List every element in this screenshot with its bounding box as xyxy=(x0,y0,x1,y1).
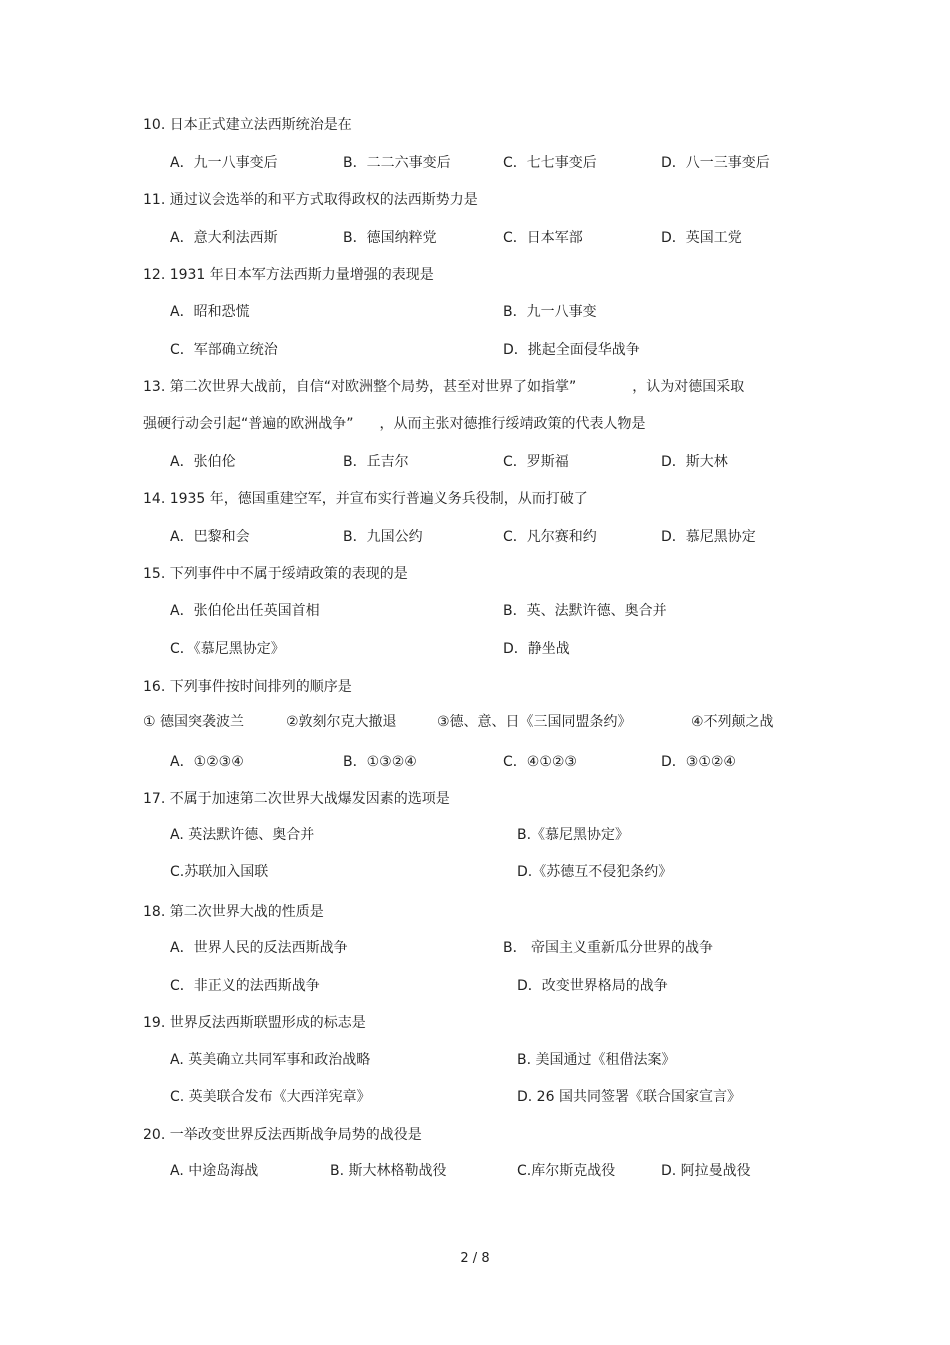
q16-item-1: ① 德国突袭波兰 xyxy=(143,714,245,730)
page-number: 2 / 8 xyxy=(460,1251,490,1266)
q13-option-b: B．丘吉尔 xyxy=(343,454,409,470)
question-20-stem: 20. 一举改变世界反法西斯战争局势的战役是 xyxy=(143,1127,422,1143)
q16-option-c: C．④①②③ xyxy=(503,754,577,770)
q19-option-b: B. 美国通过《租借法案》 xyxy=(517,1052,676,1068)
q16-item-3: ③德、意、日《三国同盟条约》 xyxy=(437,714,632,730)
q15-option-b: B．英、法默许德、奥合并 xyxy=(503,603,667,619)
q10-option-b: B．二二六事变后 xyxy=(343,155,451,171)
q20-option-a: A. 中途岛海战 xyxy=(170,1163,259,1179)
q13-stem-line1-tail: ，认为对德国采取 xyxy=(632,379,745,395)
q12-option-a: A．昭和恐慌 xyxy=(170,304,250,320)
q18-option-c: C．非正义的法西斯战争 xyxy=(170,978,320,994)
q20-option-d: D. 阿拉曼战役 xyxy=(661,1163,751,1179)
q13-option-a: A．张伯伦 xyxy=(170,454,236,470)
q11-option-d: D．英国工党 xyxy=(661,230,742,246)
q10-option-a: A．九一八事变后 xyxy=(170,155,278,171)
q20-option-b: B. 斯大林格勒战役 xyxy=(330,1163,447,1179)
q17-option-a: A. 英法默许德、奥合并 xyxy=(170,827,315,843)
question-13-stem-line1 xyxy=(143,378,744,396)
question-13-stem-line2 xyxy=(143,415,646,433)
q12-option-c: C．军部确立统治 xyxy=(170,342,278,358)
q15-option-d: D．静坐战 xyxy=(503,641,570,657)
question-11-stem: 11. 通过议会选举的和平方式取得政权的法西斯势力是 xyxy=(143,192,478,208)
question-12-stem: 12. 1931 年日本军方法西斯力量增强的表现是 xyxy=(143,267,434,283)
q18-option-b: B． 帝国主义重新瓜分世界的战争 xyxy=(503,940,714,956)
question-10-stem: 10. 日本正式建立法西斯统治是在 xyxy=(143,117,352,133)
question-19-stem: 19. 世界反法西斯联盟形成的标志是 xyxy=(143,1015,366,1031)
q13-stem-line2-tail: ，从而主张对德推行绥靖政策的代表人物是 xyxy=(379,416,646,432)
q14-option-b: B．九国公约 xyxy=(343,529,423,545)
q11-option-c: C．日本军部 xyxy=(503,230,583,246)
q10-option-c: C．七七事变后 xyxy=(503,155,597,171)
q19-option-c: C. 英美联合发布《大西洋宪章》 xyxy=(170,1089,371,1105)
q11-option-a: A．意大利法西斯 xyxy=(170,230,278,246)
q18-option-d: D．改变世界格局的战争 xyxy=(517,978,668,994)
question-16-stem: 16. 下列事件按时间排列的顺序是 xyxy=(143,679,352,695)
q19-option-d: D. 26 国共同签署《联合国家宣言》 xyxy=(517,1089,741,1105)
question-14-stem: 14. 1935 年，德国重建空军，并宣布实行普遍义务兵役制，从而打破了 xyxy=(143,491,588,507)
q17-option-b: B.《慕尼黑协定》 xyxy=(517,827,630,843)
question-15-stem: 15. 下列事件中不属于绥靖政策的表现的是 xyxy=(143,566,408,582)
q16-option-d: D．③①②④ xyxy=(661,754,736,770)
q13-option-d: D．斯大林 xyxy=(661,454,728,470)
q19-option-a: A. 英美确立共同军事和政治战略 xyxy=(170,1052,371,1068)
q14-option-a: A．巴黎和会 xyxy=(170,529,250,545)
q11-option-b: B．德国纳粹党 xyxy=(343,230,437,246)
q17-option-d: D.《苏德互不侵犯条约》 xyxy=(517,864,673,880)
q16-option-a: A．①②③④ xyxy=(170,754,244,770)
q12-option-b: B．九一八事变 xyxy=(503,304,597,320)
q16-option-b: B．①③②④ xyxy=(343,754,417,770)
q15-option-c: C．《慕尼黑协定》 xyxy=(170,641,285,657)
q17-option-c: C.苏联加入国联 xyxy=(170,864,269,880)
question-17-stem: 17. 不属于加速第二次世界大战爆发因素的选项是 xyxy=(143,791,450,807)
q14-option-d: D．慕尼黑协定 xyxy=(661,529,756,545)
q16-item-2: ②敦刻尔克大撤退 xyxy=(286,714,397,730)
q13-option-c: C．罗斯福 xyxy=(503,454,569,470)
q13-stem-line1-text: 13. 第二次世界大战前，自信“对欧洲整个局势，甚至对世界了如指掌” xyxy=(143,379,577,395)
q20-option-c: C.库尔斯克战役 xyxy=(517,1163,616,1179)
q10-option-d: D．八一三事变后 xyxy=(661,155,770,171)
q18-option-a: A．世界人民的反法西斯战争 xyxy=(170,940,348,956)
q13-stem-line2-text: 强硬行动会引起“普遍的欧洲战争” xyxy=(143,416,354,432)
q12-option-d: D．挑起全面侵华战争 xyxy=(503,342,640,358)
question-18-stem: 18. 第二次世界大战的性质是 xyxy=(143,904,324,920)
q14-option-c: C．凡尔赛和约 xyxy=(503,529,597,545)
q16-item-4: ④不列颠之战 xyxy=(691,714,774,730)
q15-option-a: A．张伯伦出任英国首相 xyxy=(170,603,320,619)
